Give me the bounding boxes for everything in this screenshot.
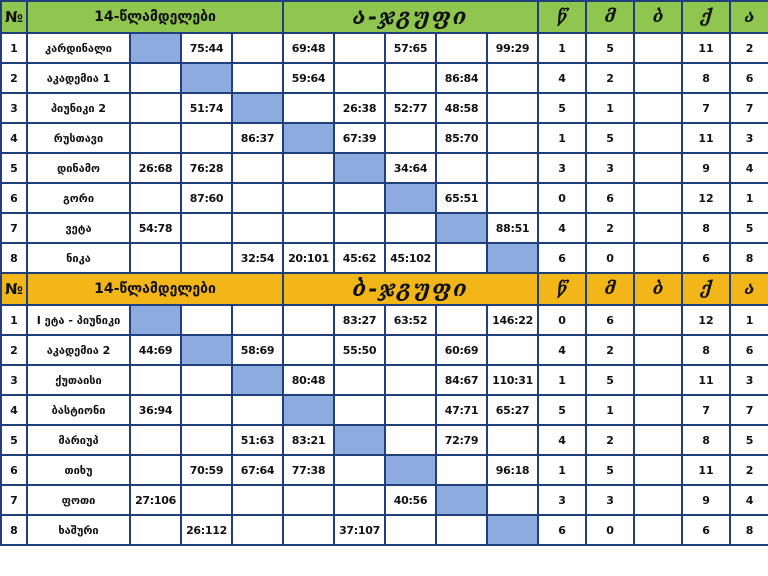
- column-header-wins: წ: [538, 1, 586, 33]
- match-score-cell: [487, 123, 538, 153]
- team-name: ნიკა: [27, 243, 130, 273]
- draws-cell: [634, 243, 682, 273]
- match-score-cell: [436, 515, 487, 545]
- match-score-cell: 86:84: [436, 63, 487, 93]
- team-row: [1, 63, 768, 93]
- place-cell: 8: [730, 243, 768, 273]
- team-row: [1, 425, 768, 455]
- match-score-cell: 65:27: [487, 395, 538, 425]
- match-score-cell: [232, 153, 283, 183]
- match-score-cell: [232, 395, 283, 425]
- wins-cell: 1: [538, 455, 586, 485]
- place-cell: 1: [730, 305, 768, 335]
- team-row: [1, 515, 768, 545]
- place-cell: 5: [730, 425, 768, 455]
- wins-cell: 6: [538, 515, 586, 545]
- match-score-cell: 110:31: [487, 365, 538, 395]
- match-score-cell: [181, 425, 232, 455]
- team-row: [1, 213, 768, 243]
- points-cell: 12: [682, 305, 730, 335]
- team-row: [1, 33, 768, 63]
- losses-cell: 0: [586, 243, 634, 273]
- draws-cell: [634, 63, 682, 93]
- match-score-cell: 67:64: [232, 455, 283, 485]
- team-name: ვეტა: [27, 213, 130, 243]
- match-score-cell: [130, 425, 181, 455]
- diagonal-cell: [487, 243, 538, 273]
- match-score-cell: 96:18: [487, 455, 538, 485]
- match-score-cell: 58:69: [232, 335, 283, 365]
- team-number: 6: [1, 455, 27, 485]
- wins-cell: 4: [538, 213, 586, 243]
- team-number: 8: [1, 515, 27, 545]
- match-score-cell: 32:54: [232, 243, 283, 273]
- match-score-cell: 37:107: [334, 515, 385, 545]
- match-score-cell: [487, 335, 538, 365]
- match-score-cell: [181, 213, 232, 243]
- match-score-cell: [130, 365, 181, 395]
- place-cell: 4: [730, 485, 768, 515]
- match-score-cell: 48:58: [436, 93, 487, 123]
- losses-cell: 2: [586, 63, 634, 93]
- team-name: დინამო: [27, 153, 130, 183]
- team-number: 3: [1, 93, 27, 123]
- points-cell: 11: [682, 33, 730, 63]
- wins-cell: 3: [538, 153, 586, 183]
- match-score-cell: 20:101: [283, 243, 334, 273]
- place-cell: 4: [730, 153, 768, 183]
- losses-cell: 2: [586, 213, 634, 243]
- match-score-cell: [181, 485, 232, 515]
- team-name: რუსთავი: [27, 123, 130, 153]
- column-header-points: ქ: [682, 273, 730, 305]
- match-score-cell: [487, 425, 538, 455]
- team-row: [1, 485, 768, 515]
- match-score-cell: [130, 455, 181, 485]
- match-score-cell: 84:67: [436, 365, 487, 395]
- match-score-cell: 26:38: [334, 93, 385, 123]
- place-cell: 5: [730, 213, 768, 243]
- draws-cell: [634, 365, 682, 395]
- match-score-cell: [385, 63, 436, 93]
- losses-cell: 5: [586, 123, 634, 153]
- wins-cell: 1: [538, 33, 586, 63]
- place-cell: 7: [730, 93, 768, 123]
- match-score-cell: 44:69: [130, 335, 181, 365]
- wins-cell: 4: [538, 335, 586, 365]
- match-score-cell: 59:64: [283, 63, 334, 93]
- team-name: I ეტა - პიუნიკი: [27, 305, 130, 335]
- team-number: 4: [1, 123, 27, 153]
- match-score-cell: 86:37: [232, 123, 283, 153]
- team-number: 7: [1, 213, 27, 243]
- wins-cell: 0: [538, 183, 586, 213]
- match-score-cell: [487, 183, 538, 213]
- match-score-cell: [385, 335, 436, 365]
- team-number: 7: [1, 485, 27, 515]
- match-score-cell: [130, 243, 181, 273]
- match-score-cell: 60:69: [436, 335, 487, 365]
- match-score-cell: 70:59: [181, 455, 232, 485]
- match-score-cell: [283, 515, 334, 545]
- team-row: [1, 395, 768, 425]
- match-score-cell: 146:22: [487, 305, 538, 335]
- column-header-place: ა: [730, 273, 768, 305]
- match-score-cell: 47:71: [436, 395, 487, 425]
- match-score-cell: [334, 63, 385, 93]
- place-cell: 1: [730, 183, 768, 213]
- match-score-cell: [130, 63, 181, 93]
- match-score-cell: [181, 123, 232, 153]
- team-row: [1, 183, 768, 213]
- match-score-cell: 69:48: [283, 33, 334, 63]
- match-score-cell: [283, 93, 334, 123]
- match-score-cell: [283, 335, 334, 365]
- team-row: [1, 305, 768, 335]
- team-row: [1, 123, 768, 153]
- draws-cell: [634, 335, 682, 365]
- losses-cell: 1: [586, 93, 634, 123]
- match-score-cell: [334, 365, 385, 395]
- match-score-cell: [436, 33, 487, 63]
- team-name: პიუნიკი 2: [27, 93, 130, 123]
- place-cell: 3: [730, 123, 768, 153]
- diagonal-cell: [130, 305, 181, 335]
- match-score-cell: [232, 183, 283, 213]
- match-score-cell: [232, 485, 283, 515]
- losses-cell: 0: [586, 515, 634, 545]
- team-row: [1, 455, 768, 485]
- team-name: გორი: [27, 183, 130, 213]
- group-header-row: [1, 273, 768, 305]
- match-score-cell: [181, 243, 232, 273]
- draws-cell: [634, 455, 682, 485]
- place-cell: 3: [730, 365, 768, 395]
- match-score-cell: 83:21: [283, 425, 334, 455]
- points-cell: 6: [682, 243, 730, 273]
- number-sign-header: №: [1, 273, 27, 305]
- points-cell: 12: [682, 183, 730, 213]
- wins-cell: 5: [538, 395, 586, 425]
- match-score-cell: [487, 153, 538, 183]
- place-cell: 2: [730, 455, 768, 485]
- wins-cell: 5: [538, 93, 586, 123]
- match-score-cell: 57:65: [385, 33, 436, 63]
- team-row: [1, 243, 768, 273]
- place-cell: 8: [730, 515, 768, 545]
- match-score-cell: [130, 183, 181, 213]
- wins-cell: 0: [538, 305, 586, 335]
- match-score-cell: 40:56: [385, 485, 436, 515]
- diagonal-cell: [130, 33, 181, 63]
- match-score-cell: [385, 425, 436, 455]
- match-score-cell: [283, 183, 334, 213]
- match-score-cell: 85:70: [436, 123, 487, 153]
- points-cell: 11: [682, 365, 730, 395]
- match-score-cell: 26:112: [181, 515, 232, 545]
- points-cell: 11: [682, 455, 730, 485]
- match-score-cell: [334, 183, 385, 213]
- wins-cell: 4: [538, 63, 586, 93]
- losses-cell: 5: [586, 455, 634, 485]
- match-score-cell: 55:50: [334, 335, 385, 365]
- match-score-cell: 99:29: [487, 33, 538, 63]
- match-score-cell: 36:94: [130, 395, 181, 425]
- team-number: 5: [1, 425, 27, 455]
- match-score-cell: [283, 153, 334, 183]
- team-row: [1, 93, 768, 123]
- losses-cell: 6: [586, 183, 634, 213]
- number-sign-header: №: [1, 1, 27, 33]
- diagonal-cell: [436, 213, 487, 243]
- team-name: თიხუ: [27, 455, 130, 485]
- team-name: აკადემია 2: [27, 335, 130, 365]
- team-name: ქუთაისი: [27, 365, 130, 395]
- diagonal-cell: [283, 395, 334, 425]
- draws-cell: [634, 305, 682, 335]
- match-score-cell: 45:62: [334, 243, 385, 273]
- match-score-cell: [130, 515, 181, 545]
- match-score-cell: [130, 93, 181, 123]
- draws-cell: [634, 93, 682, 123]
- group-header-row: [1, 1, 768, 33]
- match-score-cell: [487, 63, 538, 93]
- team-name: ხაშური: [27, 515, 130, 545]
- match-score-cell: 34:64: [385, 153, 436, 183]
- points-cell: 8: [682, 425, 730, 455]
- diagonal-cell: [436, 485, 487, 515]
- match-score-cell: [385, 365, 436, 395]
- losses-cell: 2: [586, 425, 634, 455]
- losses-cell: 5: [586, 365, 634, 395]
- wins-cell: 6: [538, 243, 586, 273]
- match-score-cell: [334, 395, 385, 425]
- match-score-cell: 26:68: [130, 153, 181, 183]
- draws-cell: [634, 515, 682, 545]
- match-score-cell: 45:102: [385, 243, 436, 273]
- team-number: 8: [1, 243, 27, 273]
- team-name: ფოთი: [27, 485, 130, 515]
- match-score-cell: [232, 515, 283, 545]
- points-cell: 8: [682, 63, 730, 93]
- match-score-cell: 75:44: [181, 33, 232, 63]
- team-number: 1: [1, 305, 27, 335]
- match-score-cell: [283, 485, 334, 515]
- diagonal-cell: [334, 425, 385, 455]
- draws-cell: [634, 33, 682, 63]
- team-number: 3: [1, 365, 27, 395]
- draws-cell: [634, 213, 682, 243]
- diagonal-cell: [385, 455, 436, 485]
- group-title: ბ-ჯგუფი: [283, 273, 538, 305]
- match-score-cell: 80:48: [283, 365, 334, 395]
- points-cell: 7: [682, 395, 730, 425]
- wins-cell: 1: [538, 123, 586, 153]
- points-cell: 9: [682, 485, 730, 515]
- place-cell: 6: [730, 63, 768, 93]
- column-header-points: ქ: [682, 1, 730, 33]
- match-score-cell: 63:52: [385, 305, 436, 335]
- match-score-cell: [334, 485, 385, 515]
- losses-cell: 6: [586, 305, 634, 335]
- match-score-cell: [487, 93, 538, 123]
- match-score-cell: [385, 515, 436, 545]
- place-cell: 2: [730, 33, 768, 63]
- points-cell: 6: [682, 515, 730, 545]
- place-cell: 6: [730, 335, 768, 365]
- match-score-cell: [487, 485, 538, 515]
- match-score-cell: [334, 455, 385, 485]
- match-score-cell: [232, 63, 283, 93]
- column-header-draws: ბ: [634, 273, 682, 305]
- match-score-cell: [232, 305, 283, 335]
- column-header-wins: წ: [538, 273, 586, 305]
- match-score-cell: [436, 153, 487, 183]
- draws-cell: [634, 395, 682, 425]
- match-score-cell: [436, 305, 487, 335]
- draws-cell: [634, 123, 682, 153]
- column-header-draws: ბ: [634, 1, 682, 33]
- column-header-losses: მ: [586, 273, 634, 305]
- match-score-cell: 77:38: [283, 455, 334, 485]
- team-row: [1, 335, 768, 365]
- match-score-cell: [181, 365, 232, 395]
- team-name: მარიუპ: [27, 425, 130, 455]
- team-name: კარდინალი: [27, 33, 130, 63]
- match-score-cell: 72:79: [436, 425, 487, 455]
- team-row: [1, 365, 768, 395]
- match-score-cell: 65:51: [436, 183, 487, 213]
- match-score-cell: 51:74: [181, 93, 232, 123]
- match-score-cell: [181, 305, 232, 335]
- diagonal-cell: [283, 123, 334, 153]
- group-title: ა-ჯგუფი: [283, 1, 538, 33]
- match-score-cell: 52:77: [385, 93, 436, 123]
- match-score-cell: [181, 395, 232, 425]
- age-category-label: 14-წლამდელები: [27, 273, 283, 305]
- match-score-cell: 67:39: [334, 123, 385, 153]
- match-score-cell: [436, 455, 487, 485]
- match-score-cell: [334, 213, 385, 243]
- match-score-cell: 27:106: [130, 485, 181, 515]
- match-score-cell: 76:28: [181, 153, 232, 183]
- column-header-losses: მ: [586, 1, 634, 33]
- match-score-cell: [385, 123, 436, 153]
- draws-cell: [634, 153, 682, 183]
- points-cell: 8: [682, 213, 730, 243]
- match-score-cell: [283, 213, 334, 243]
- match-score-cell: [334, 33, 385, 63]
- team-number: 2: [1, 335, 27, 365]
- team-number: 2: [1, 63, 27, 93]
- points-cell: 7: [682, 93, 730, 123]
- match-score-cell: 83:27: [334, 305, 385, 335]
- losses-cell: 3: [586, 485, 634, 515]
- team-row: [1, 153, 768, 183]
- match-score-cell: [385, 395, 436, 425]
- losses-cell: 2: [586, 335, 634, 365]
- diagonal-cell: [334, 153, 385, 183]
- losses-cell: 5: [586, 33, 634, 63]
- diagonal-cell: [232, 93, 283, 123]
- wins-cell: 4: [538, 425, 586, 455]
- wins-cell: 3: [538, 485, 586, 515]
- place-cell: 7: [730, 395, 768, 425]
- wins-cell: 1: [538, 365, 586, 395]
- team-number: 5: [1, 153, 27, 183]
- points-cell: 9: [682, 153, 730, 183]
- points-cell: 11: [682, 123, 730, 153]
- match-score-cell: [385, 213, 436, 243]
- age-category-label: 14-წლამდელები: [27, 1, 283, 33]
- team-name: ბასტიონი: [27, 395, 130, 425]
- draws-cell: [634, 425, 682, 455]
- match-score-cell: [232, 213, 283, 243]
- match-score-cell: [436, 243, 487, 273]
- team-number: 6: [1, 183, 27, 213]
- column-header-place: ა: [730, 1, 768, 33]
- losses-cell: 3: [586, 153, 634, 183]
- diagonal-cell: [232, 365, 283, 395]
- match-score-cell: [232, 33, 283, 63]
- diagonal-cell: [385, 183, 436, 213]
- team-number: 1: [1, 33, 27, 63]
- diagonal-cell: [487, 515, 538, 545]
- match-score-cell: 54:78: [130, 213, 181, 243]
- match-score-cell: 51:63: [232, 425, 283, 455]
- draws-cell: [634, 183, 682, 213]
- team-name: აკადემია 1: [27, 63, 130, 93]
- match-score-cell: 88:51: [487, 213, 538, 243]
- match-score-cell: [283, 305, 334, 335]
- points-cell: 8: [682, 335, 730, 365]
- match-score-cell: 87:60: [181, 183, 232, 213]
- team-number: 4: [1, 395, 27, 425]
- diagonal-cell: [181, 335, 232, 365]
- diagonal-cell: [181, 63, 232, 93]
- draws-cell: [634, 485, 682, 515]
- match-score-cell: [130, 123, 181, 153]
- losses-cell: 1: [586, 395, 634, 425]
